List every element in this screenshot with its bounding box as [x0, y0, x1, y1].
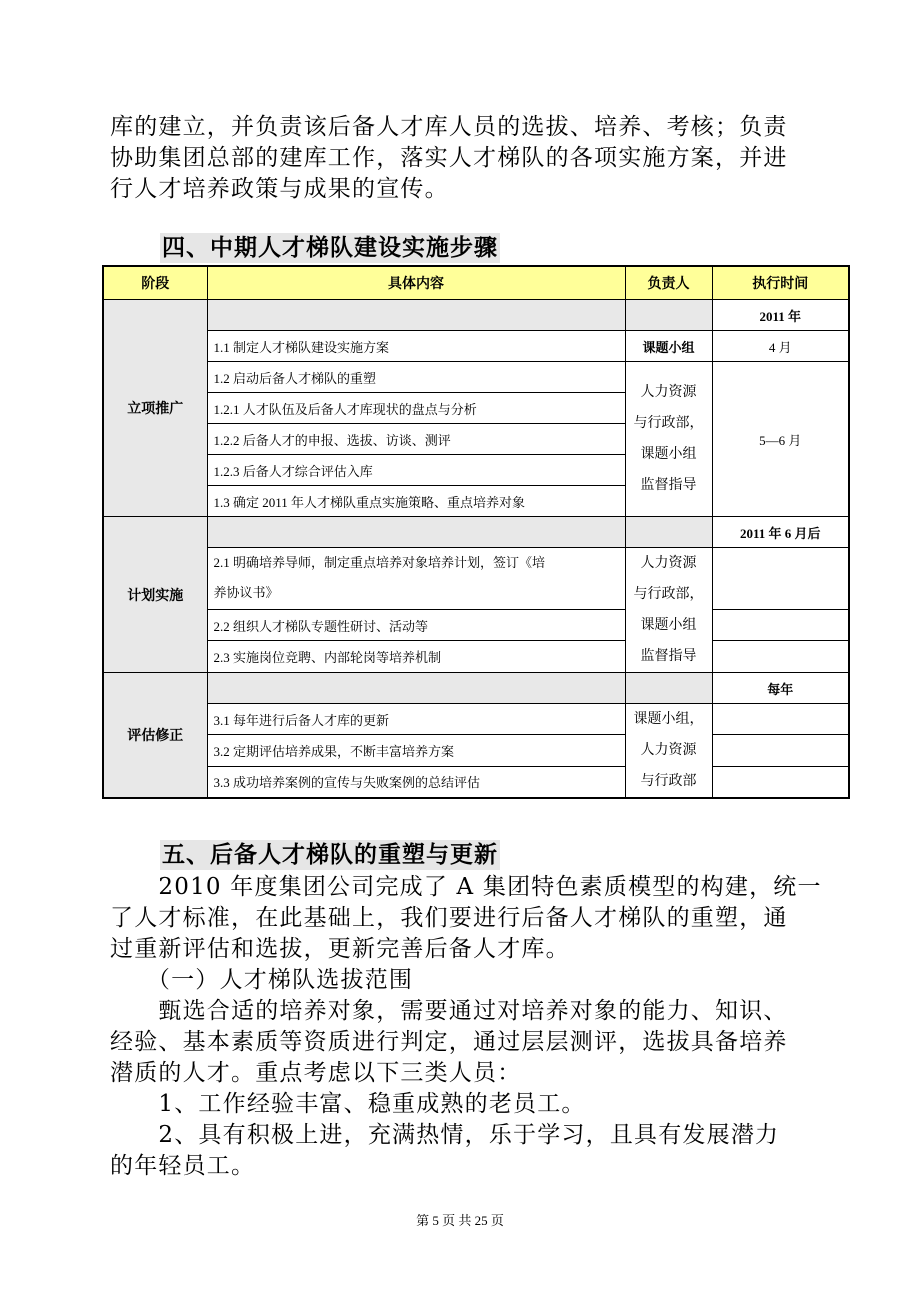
content-cell: 3.2 定期评估培养成果，不断丰富培养方案	[207, 735, 625, 766]
owner-cell	[625, 704, 712, 799]
section5-heading: 五、后备人才梯队的重塑与更新	[162, 842, 498, 868]
owner-line: 人力资源	[640, 556, 697, 571]
stage-cell: 立项推广	[103, 300, 207, 517]
time-cell	[712, 735, 849, 766]
table-row	[103, 766, 849, 798]
intro-line: 行人才培养政策与成果的宣传。	[110, 176, 449, 202]
content-cell	[207, 548, 625, 610]
time-cell	[712, 766, 849, 798]
table-row	[103, 673, 849, 704]
content-cell: 2.2 组织人才梯队专题性研讨、活动等	[207, 609, 625, 641]
owner-cell: 课题小组	[625, 331, 712, 362]
content-cell: 1.1 制定人才梯队建设实施方案	[207, 331, 625, 362]
body-line: 潜质的人才。重点考虑以下三类人员：	[110, 1060, 522, 1086]
content-cell: 2.3 实施岗位竞聘、内部轮岗等培养机制	[207, 641, 625, 673]
list-item: 1、工作经验丰富、稳重成熟的老员工。	[110, 1091, 586, 1117]
owner-line: 课题小组，	[633, 712, 704, 727]
content-cell: 1.2.2 后备人才的申报、选拔、访谈、测评	[207, 424, 625, 455]
owner-line: 监督指导	[640, 649, 697, 664]
body-line: 了人才标准，在此基础上，我们要进行后备人才梯队的重塑，通	[110, 905, 788, 931]
time-header-cell: 每年	[712, 673, 849, 704]
time-cell	[712, 641, 849, 673]
owner-line: 与行政部，	[633, 587, 704, 602]
table-row	[103, 300, 849, 331]
body-line: 2010 年度集团公司完成了 A 集团特色素质模型的构建，统一	[110, 874, 822, 900]
time-cell	[712, 704, 849, 735]
content-line: 2.1 明确培养导师，制定重点培养对象培养计划，签订《培	[213, 555, 546, 571]
content-cell: 1.2 启动后备人才梯队的重塑	[207, 362, 625, 393]
table-header-row	[103, 266, 849, 300]
content-cell: 1.2.1 人才队伍及后备人才库现状的盘点与分析	[207, 393, 625, 424]
header-stage: 阶段	[103, 266, 207, 300]
table-row	[103, 548, 849, 610]
time-cell: 4 月	[712, 331, 849, 362]
time-cell: 5—6 月	[712, 362, 849, 517]
owner-line: 监督指导	[640, 478, 697, 493]
owner-line: 课题小组	[640, 447, 697, 462]
time-cell	[712, 548, 849, 610]
content-cell: 1.3 确定 2011 年人才梯队重点实施策略、重点培养对象	[207, 486, 625, 517]
body-line: 的年轻员工。	[110, 1153, 256, 1179]
intro-line: 库的建立，并负责该后备人才库人员的选拔、培养、考核；负责	[110, 114, 788, 140]
owner-cell	[625, 362, 712, 517]
table-row	[103, 704, 849, 735]
content-line: 养协议书》	[213, 585, 279, 601]
content-cell: 3.3 成功培养案例的宣传与失败案例的总结评估	[207, 766, 625, 798]
owner-cell	[625, 300, 712, 331]
owner-cell	[625, 673, 712, 704]
owner-cell	[625, 548, 712, 673]
time-header-cell: 2011 年	[712, 300, 849, 331]
stage-cell: 评估修正	[103, 673, 207, 799]
table-row	[103, 517, 849, 548]
body-line: 经验、基本素质等资质进行判定，通过层层测评，选拔具备培养	[110, 1029, 788, 1055]
owner-line: 与行政部	[640, 774, 697, 789]
content-cell: 1.2.3 后备人才综合评估入库	[207, 455, 625, 486]
body-line: 过重新评估和选拔，更新完善后备人才库。	[110, 936, 570, 962]
content-cell	[207, 300, 625, 331]
content-cell: 3.1 每年进行后备人才库的更新	[207, 704, 625, 735]
owner-line: 课题小组	[640, 618, 697, 633]
owner-line: 与行政部，	[633, 416, 704, 431]
list-item: 2、具有积极上进，充满热情，乐于学习，且具有发展潜力	[110, 1122, 780, 1148]
header-owner: 负责人	[625, 266, 712, 300]
time-header-cell: 2011 年 6 月后	[712, 517, 849, 548]
content-cell	[207, 673, 625, 704]
table-row	[103, 609, 849, 641]
subheading-line: （一）人才梯队选拔范围	[110, 967, 414, 993]
header-content: 具体内容	[207, 266, 625, 300]
implementation-table	[102, 265, 850, 799]
table-row	[103, 735, 849, 766]
content-cell	[207, 517, 625, 548]
owner-line: 人力资源	[640, 743, 697, 758]
intro-paragraph	[110, 112, 810, 205]
table-row	[103, 362, 849, 393]
owner-line: 人力资源	[640, 385, 697, 400]
section5-body	[110, 872, 822, 1182]
stage-cell: 计划实施	[103, 517, 207, 673]
table-row	[103, 641, 849, 673]
section4-heading: 四、中期人才梯队建设实施步骤	[162, 235, 498, 261]
table-row	[103, 331, 849, 362]
header-time: 执行时间	[712, 266, 849, 300]
owner-cell	[625, 517, 712, 548]
intro-line: 协助集团总部的建库工作，落实人才梯队的各项实施方案，并进	[110, 145, 788, 171]
body-line: 甄选合适的培养对象，需要通过对培养对象的能力、知识、	[110, 998, 788, 1024]
time-cell	[712, 609, 849, 641]
page-footer: 第 5 页 共 25 页	[416, 1213, 504, 1228]
